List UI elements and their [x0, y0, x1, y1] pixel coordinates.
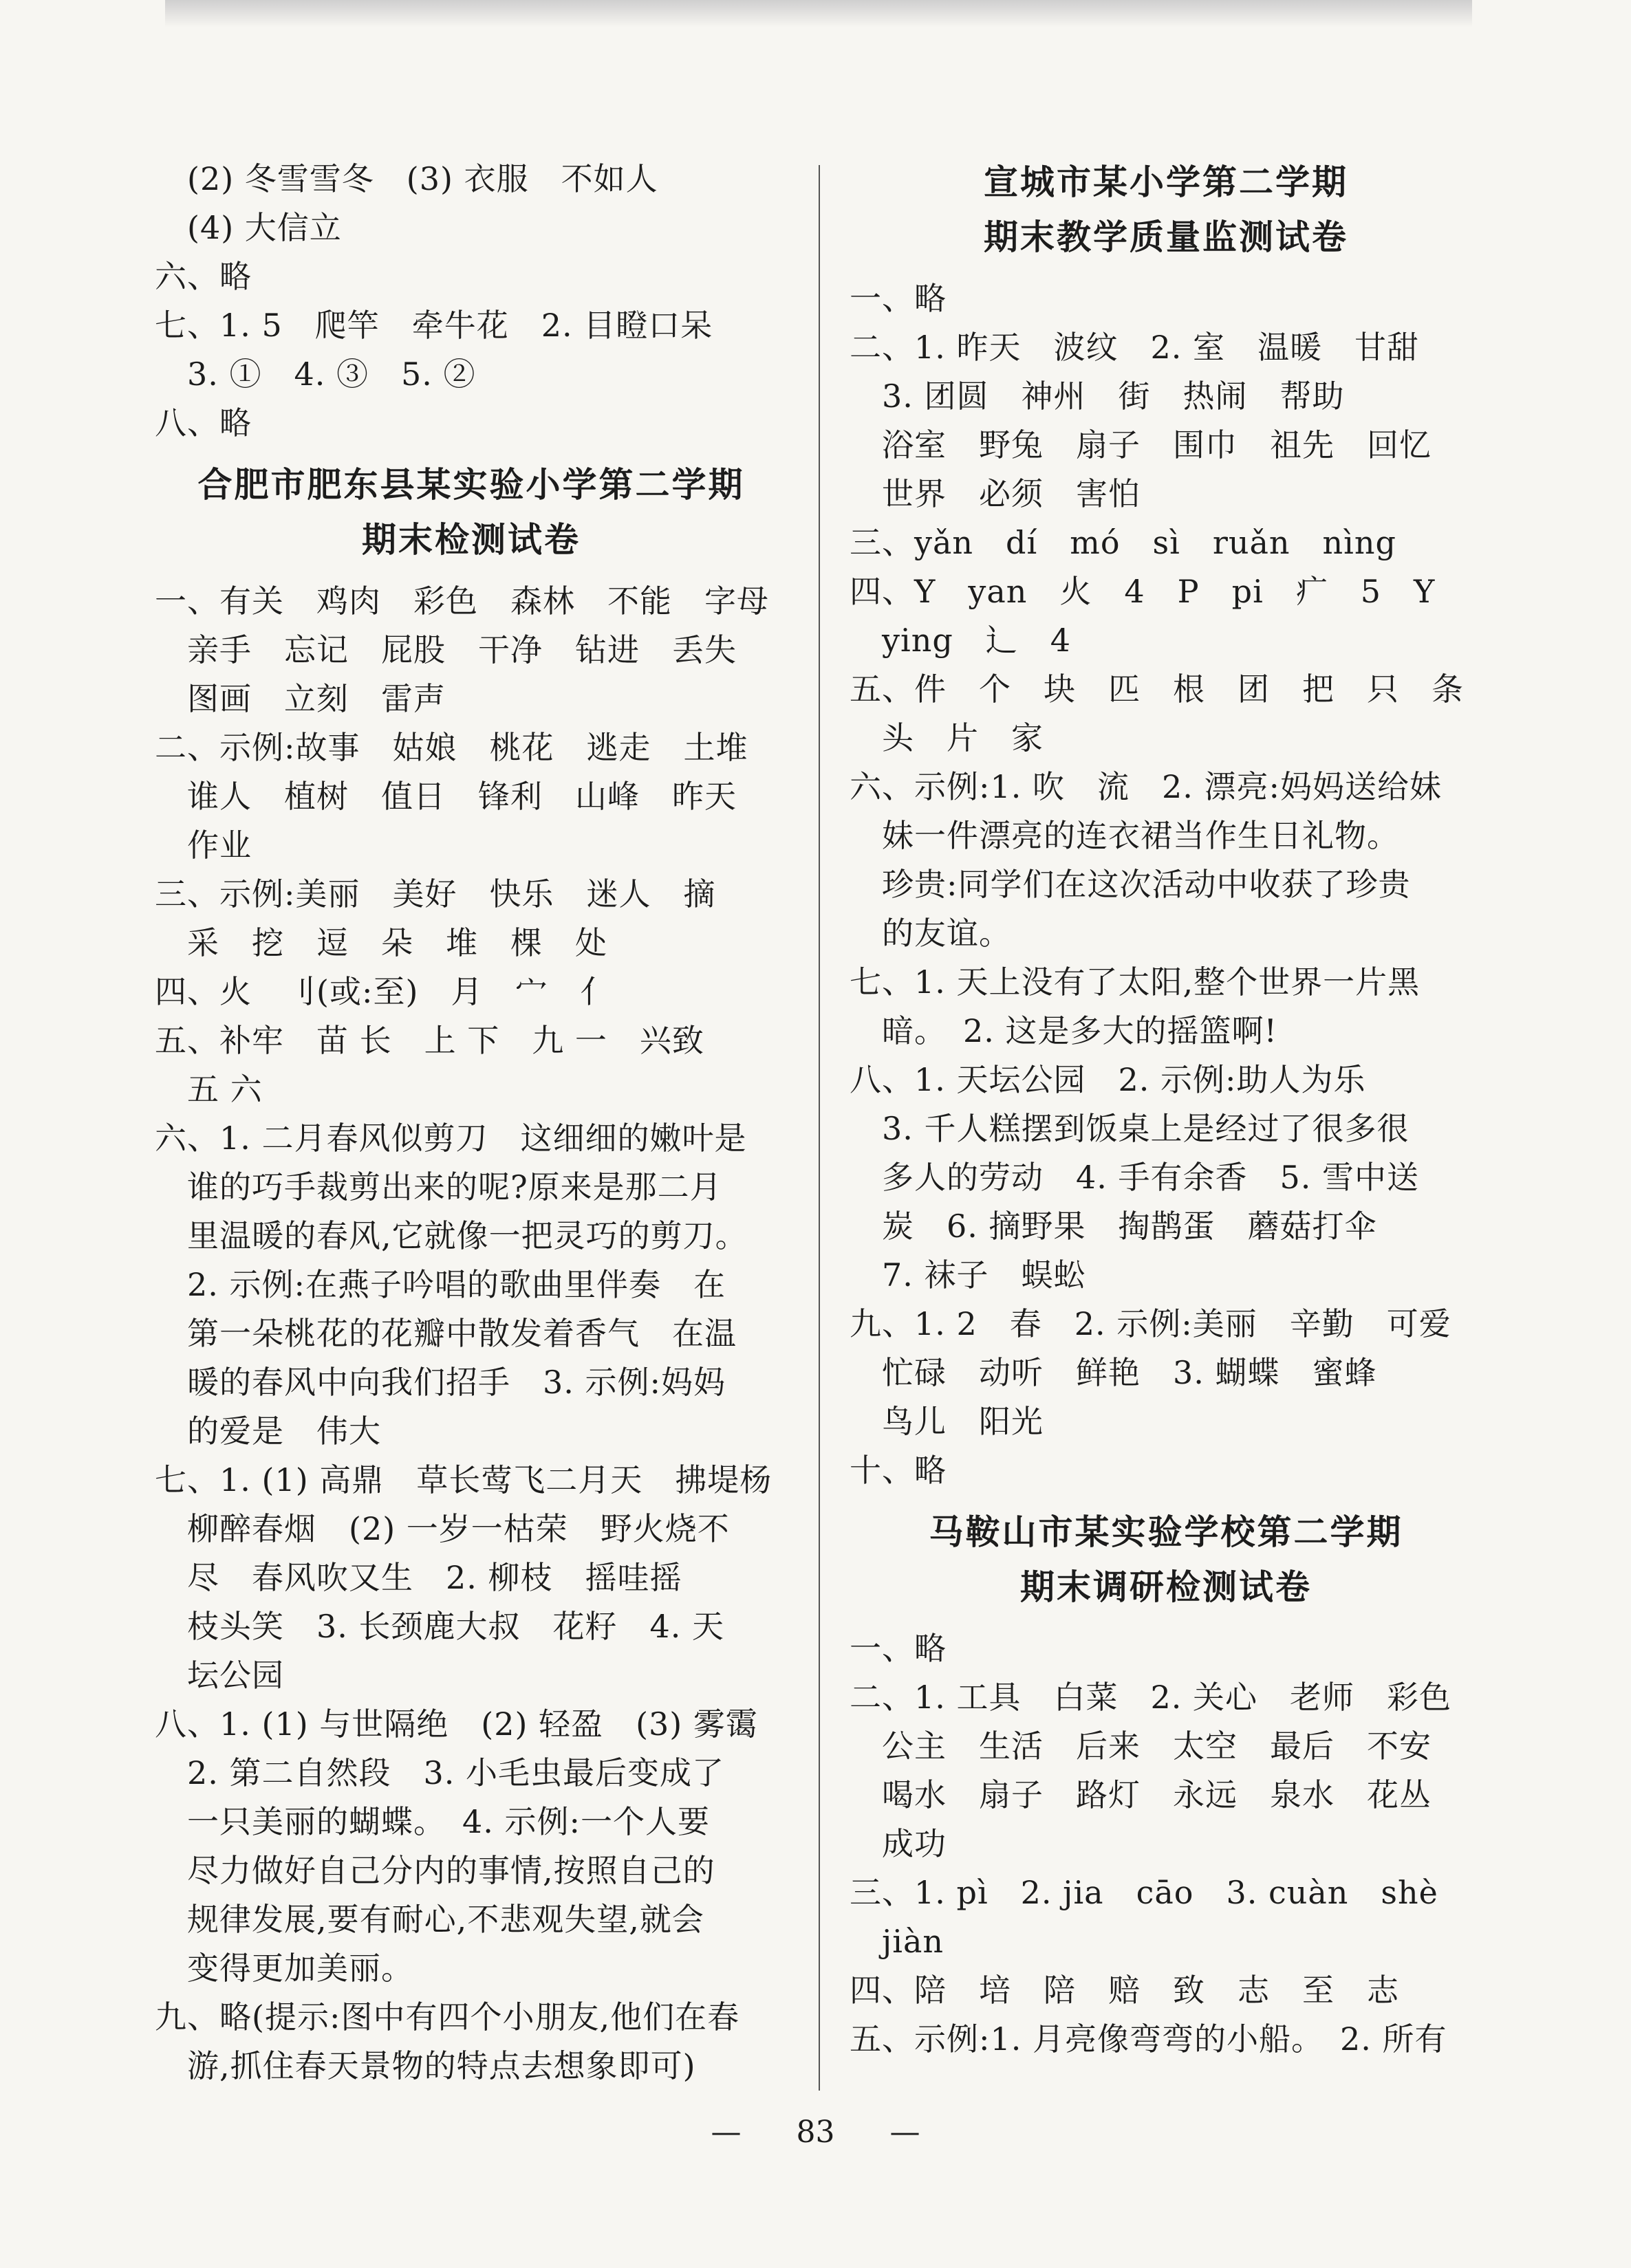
section-title: 期末调研检测试卷: [1020, 1567, 1312, 1607]
answer-line: 三、yǎn dí mó sì ruǎn nìng: [850, 524, 1396, 561]
section-spacer: [155, 567, 788, 577]
answer-line: (4) 大信立: [155, 209, 342, 246]
answer-line: 3. 团圆 神州 街 热闹 帮助: [850, 378, 1345, 415]
answer-line: 三、示例:美丽 美好 快乐 迷人 摘: [155, 875, 716, 913]
answer-line: 九、1. 2 春 2. 示例:美丽 辛勤 可爱: [850, 1305, 1451, 1342]
answer-line: 亲手 忘记 屁股 干净 钻进 丢失: [155, 631, 737, 668]
answer-line: 3. ① 4. ③ 5. ②: [155, 356, 476, 393]
answer-line: 九、略(提示:图中有四个小朋友,他们在春: [155, 1998, 740, 2036]
answer-line: 十、略: [850, 1452, 947, 1489]
page-dash-left: —: [711, 2115, 742, 2150]
answer-line: 一、略: [850, 280, 947, 317]
answer-line: 坛公园: [155, 1657, 284, 1694]
left-column: [155, 155, 788, 2091]
section-title: 合肥市肥东县某实验小学第二学期: [197, 465, 745, 505]
answer-line: 一只美丽的蝴蝶。 4. 示例:一个人要: [155, 1803, 711, 1840]
answer-line: 七、1. 5 爬竿 牵牛花 2. 目瞪口呆: [155, 307, 713, 344]
answer-line: 六、略: [155, 258, 252, 295]
answer-line: 鸟儿 阳光: [850, 1403, 1044, 1440]
answer-line: 的爱是 伟大: [155, 1413, 381, 1450]
answer-line: 多人的劳动 4. 手有余香 5. 雪中送: [850, 1159, 1420, 1196]
answer-line: 忙碌 动听 鲜艳 3. 蝴蝶 蜜蜂: [850, 1354, 1377, 1391]
answer-line: 7. 袜子 蜈蚣: [850, 1256, 1086, 1294]
section-title: 马鞍山市某实验学校第二学期: [929, 1512, 1403, 1552]
top-edge-shadow: [165, 0, 1472, 28]
answer-line: 柳醉春烟 (2) 一岁一枯荣 野火烧不: [155, 1510, 730, 1547]
section-spacer: [155, 448, 788, 457]
answer-line: 规律发展,要有耐心,不悲观失望,就会: [155, 1901, 704, 1938]
answer-line: 头 片 家: [850, 719, 1044, 756]
answer-line: 作业: [155, 827, 252, 864]
answer-line: 一、有关 鸡肉 彩色 森林 不能 字母: [155, 582, 769, 620]
section-spacer: [850, 1615, 1482, 1624]
answer-line: 世界 必须 害怕: [850, 475, 1141, 512]
section-title: 宣城市某小学第二学期: [984, 162, 1348, 202]
answer-line: 六、1. 二月春风似剪刀 这细细的嫩叶是: [155, 1120, 747, 1157]
answer-line: 妹一件漂亮的连衣裙当作生日礼物。: [850, 817, 1399, 854]
answer-line: 六、示例:1. 吹 流 2. 漂亮:妈妈送给妹: [850, 768, 1443, 805]
answer-line: (2) 冬雪雪冬 (3) 衣服 不如人: [155, 160, 658, 197]
answer-line: 七、1. 天上没有了太阳,整个世界一片黑: [850, 963, 1421, 1001]
answer-line: 变得更加美丽。: [155, 1950, 413, 1987]
answer-line: 3. 千人糕摆到饭桌上是经过了很多很: [850, 1110, 1409, 1147]
answer-line: 四、火 刂(或:至) 月 宀 亻: [155, 973, 613, 1010]
answer-line: 尽力做好自己分内的事情,按照自己的: [155, 1852, 715, 1889]
answer-line: 成功: [850, 1825, 947, 1862]
answer-line: 四、Y yan 火 4 P pi 疒 5 Y: [850, 573, 1436, 610]
answer-line: 二、1. 工具 白菜 2. 关心 老师 彩色: [850, 1679, 1452, 1716]
answer-line: 三、1. pì 2. jia cāo 3. cuàn shè: [850, 1874, 1438, 1911]
answer-line: 2. 第二自然段 3. 小毛虫最后变成了: [155, 1754, 725, 1791]
answer-line: 八、1. (1) 与世隔绝 (2) 轻盈 (3) 雾霭: [155, 1705, 758, 1743]
answer-line: 五 六: [155, 1071, 263, 1108]
answer-line: 公主 生活 后来 太空 最后 不安: [850, 1727, 1432, 1765]
answer-line: 谁的巧手裁剪出来的呢?原来是那二月: [155, 1168, 722, 1206]
page-number: 83: [796, 2115, 835, 2150]
answer-line: 里温暖的春风,它就像一把灵巧的剪刀。: [155, 1217, 748, 1254]
right-column: [850, 155, 1482, 2064]
answer-line: ying 辶 4: [850, 622, 1072, 659]
page-footer: [0, 2115, 1631, 2150]
answer-line: 七、1. (1) 高鼎 草长莺飞二月天 拂堤杨: [155, 1461, 773, 1498]
answer-line: 喝水 扇子 路灯 永远 泉水 花丛: [850, 1776, 1432, 1813]
answer-line: 二、1. 昨天 波纹 2. 室 温暖 甘甜: [850, 329, 1420, 366]
answer-line: 珍贵:同学们在这次活动中收获了珍贵: [850, 866, 1411, 903]
column-divider: [819, 165, 820, 2091]
answer-line: 尽 春风吹又生 2. 柳枝 摇哇摇: [155, 1559, 682, 1596]
answer-line: 图画 立刻 雷声: [155, 680, 446, 717]
section-spacer: [850, 1495, 1482, 1505]
answer-line: 枝头笑 3. 长颈鹿大叔 花籽 4. 天: [155, 1608, 725, 1645]
answer-line: 一、略: [850, 1630, 947, 1667]
answer-line: 暖的春风中向我们招手 3. 示例:妈妈: [155, 1364, 726, 1401]
section-title: 期末教学质量监测试卷: [984, 217, 1348, 257]
answer-line: 五、件 个 块 匹 根 团 把 只 条: [850, 670, 1464, 708]
answer-line: 八、1. 天坛公园 2. 示例:助人为乐: [850, 1061, 1366, 1098]
answer-line: 五、示例:1. 月亮像弯弯的小船。 2. 所有: [850, 2020, 1447, 2058]
answer-line: 炭 6. 摘野果 掏鹊蛋 蘑菇打伞: [850, 1208, 1377, 1245]
answer-line: 四、陪 培 陪 赔 致 志 至 志: [850, 1972, 1399, 2009]
answer-line: 游,抓住春天景物的特点去想象即可): [155, 2047, 696, 2084]
answer-line: 2. 示例:在燕子吟唱的歌曲里伴奏 在: [155, 1266, 726, 1303]
answer-line: 的友谊。: [850, 915, 1011, 952]
section-title: 期末检测试卷: [362, 520, 581, 560]
page-dash-right: —: [889, 2115, 920, 2150]
answer-line: jiàn: [850, 1923, 944, 1960]
answer-line: 谁人 植树 值日 锋利 山峰 昨天: [155, 778, 737, 815]
answer-line: 二、示例:故事 姑娘 桃花 逃走 土堆: [155, 729, 748, 766]
answer-line: 暗。 2. 这是多大的摇篮啊!: [850, 1012, 1277, 1049]
answer-line: 第一朵桃花的花瓣中散发着香气 在温: [155, 1315, 737, 1352]
answer-line: 八、略: [155, 404, 252, 441]
answer-line: 五、补牢 苗 长 上 下 九 一 兴致: [155, 1022, 704, 1059]
answer-line: 浴室 野兔 扇子 围巾 祖先 回忆: [850, 426, 1432, 464]
answer-line: 采 挖 逗 朵 堆 棵 处: [155, 924, 607, 961]
section-spacer: [850, 265, 1482, 274]
